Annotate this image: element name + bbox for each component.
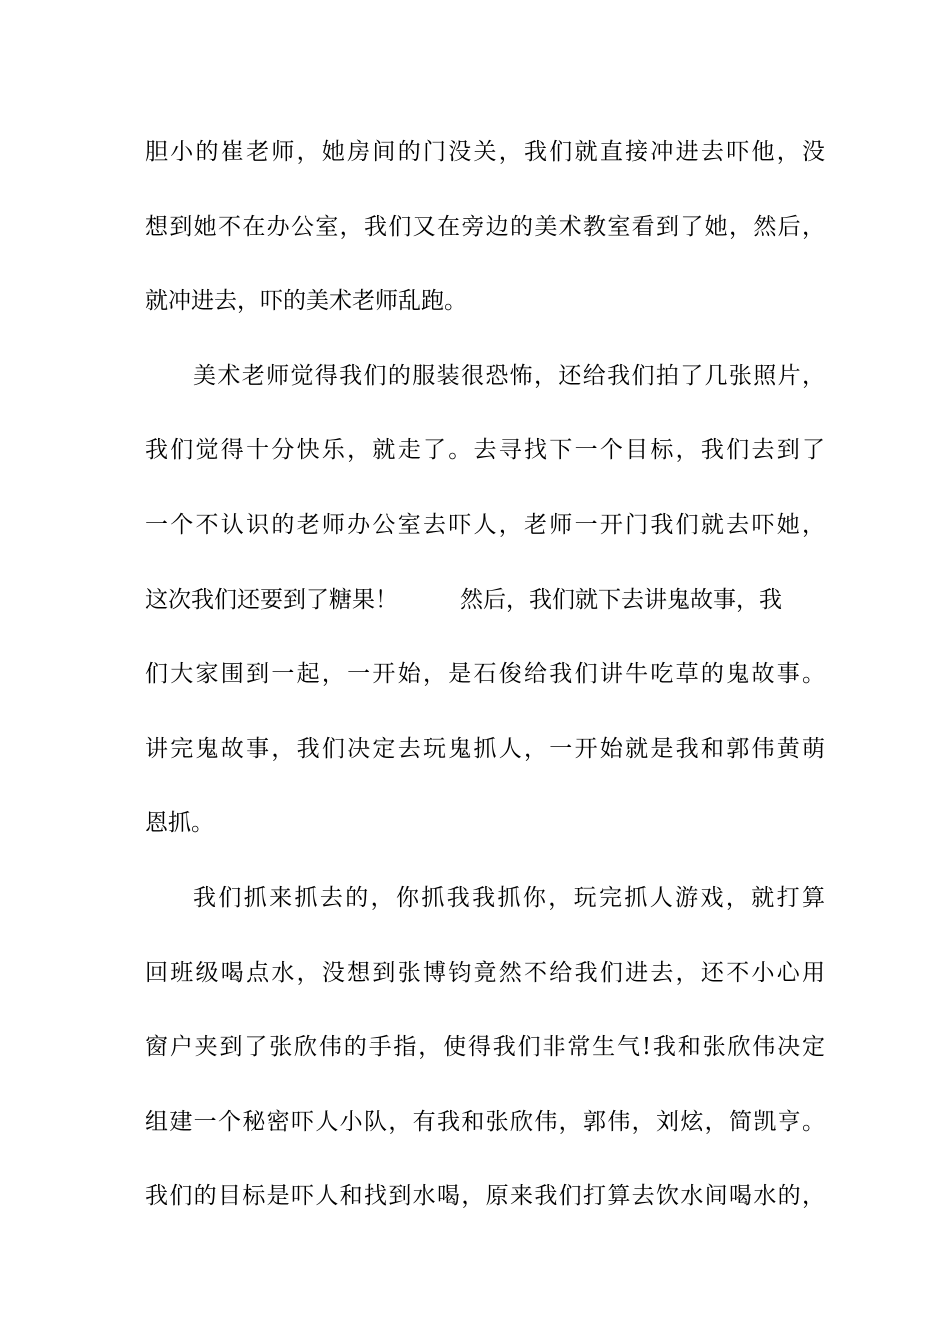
text-line: 组建一个秘密吓人小队，有我和张欣伟，郭伟，刘炫，简凯亨。: [145, 1108, 825, 1135]
text-line: 窗户夹到了张欣伟的手指，使得我们非常生气!我和张欣伟决定: [145, 1034, 825, 1061]
text-line: 胆小的崔老师，她房间的门没关，我们就直接冲进去吓他，没: [145, 139, 825, 165]
text-line: 回班级喝点水，没想到张博钧竟然不给我们进去，还不小心用: [145, 959, 825, 986]
text-line: 我们觉得十分快乐，就走了。去寻找下一个目标，我们去到了: [145, 437, 825, 464]
text-line: [145, 575, 825, 650]
text-segment: 这次我们还要到了糖果！: [145, 586, 398, 613]
text-line: 想到她不在办公室，我们又在旁边的美术教室看到了她，然后，: [145, 213, 825, 240]
document-body: [145, 127, 825, 1246]
text-line: 恩抓。: [145, 810, 214, 837]
paragraph-first-line: 我们抓来抓去的，你抓我我抓你，玩完抓人游戏，就打算: [193, 884, 825, 911]
text-line: 讲完鬼故事，我们决定去玩鬼抓人，一开始就是我和郭伟黄萌: [145, 735, 825, 762]
text-line: 就冲进去，吓的美术老师乱跑。: [145, 288, 467, 315]
text-line: 一个不认识的老师办公室去吓人，老师一开门我们就去吓她，: [145, 511, 825, 538]
text-segment: 然后，我们就下去讲鬼故事，我: [460, 586, 782, 613]
text-line: 们大家围到一起，一开始，是石俊给我们讲牛吃草的鬼故事。: [145, 661, 825, 688]
paragraph-first-line: 美术老师觉得我们的服装很恐怖，还给我们拍了几张照片，: [193, 362, 825, 389]
text-line: 我们的目标是吓人和找到水喝，原来我们打算去饮水间喝水的，: [145, 1183, 825, 1210]
